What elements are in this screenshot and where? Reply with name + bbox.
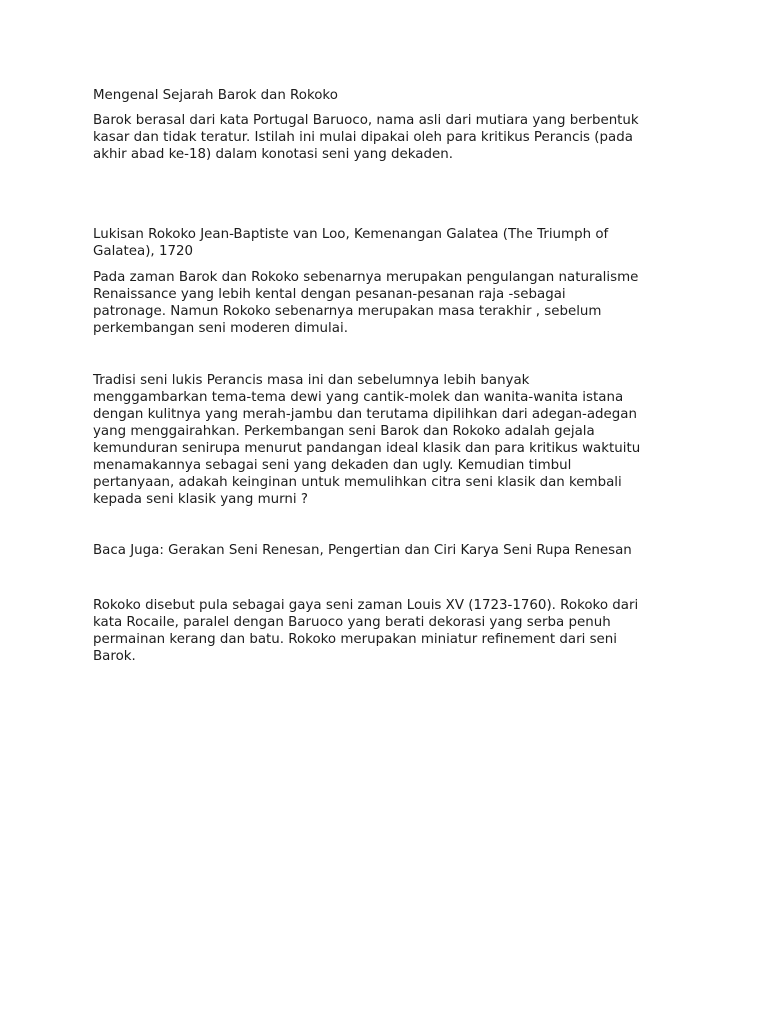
paragraph-rokoko-louis-xv: Rokoko disebut pula sebagai gaya seni zaman Louis XV (1723-1760). Rokoko dari kata Rocaile, paralel dengan Baruoco yang berati dekorasi yang serba penuh permainan kerang dan batu. Rokoko merupakan miniatur refinement dari seni Barok. <box>93 598 639 664</box>
paragraph-barok-rokoko-era: Pada zaman Barok dan Rokoko sebenarnya merupakan pengulangan naturalisme Renaissance yang lebih kental dengan pesanan-pesanan raja -sebagai patronage. Namun Rokoko sebenarnya merupakan masa terakhir , sebelum perkembangan seni moderen dimulai. <box>93 270 639 336</box>
paragraph-french-painting-tradition: Tradisi seni lukis Perancis masa ini dan sebelumnya lebih banyak menggambarkan tema-tema dewi yang cantik-molek dan wanita-wanita istana dengan kulitnya yang merah-jambu dan terutama dipilihkan dari adegan-adegan yang menggairahkan. Perkembangan seni Barok dan Rokoko adalah gejala kemunduran senirupa menurut pandangan ideal klasik dan para kritikus waktuitu menamakannya sebagai seni yang dekaden dan ugly. Kemudian timbul pertanyaan, adakah keinginan untuk memulihkan citra seni klasik dan kembali kepada seni klasik yang murni ? <box>93 373 641 507</box>
paragraph-barok-origin: Barok berasal dari kata Portugal Baruoco, nama asli dari mutiara yang berbentuk kasar dan tidak teratur. Istilah ini mulai dipakai oleh para kritikus Perancis (pada akhir abad ke-18) dalam konotasi seni yang dekaden. <box>93 113 639 162</box>
image-caption: Lukisan Rokoko Jean-Baptiste van Loo, Kemenangan Galatea (The Triumph of Galatea), 1720 <box>93 227 609 259</box>
read-also-link[interactable]: Baca Juga: Gerakan Seni Renesan, Pengertian dan Ciri Karya Seni Rupa Renesan <box>93 543 632 558</box>
document-title: Mengenal Sejarah Barok dan Rokoko <box>93 88 338 103</box>
